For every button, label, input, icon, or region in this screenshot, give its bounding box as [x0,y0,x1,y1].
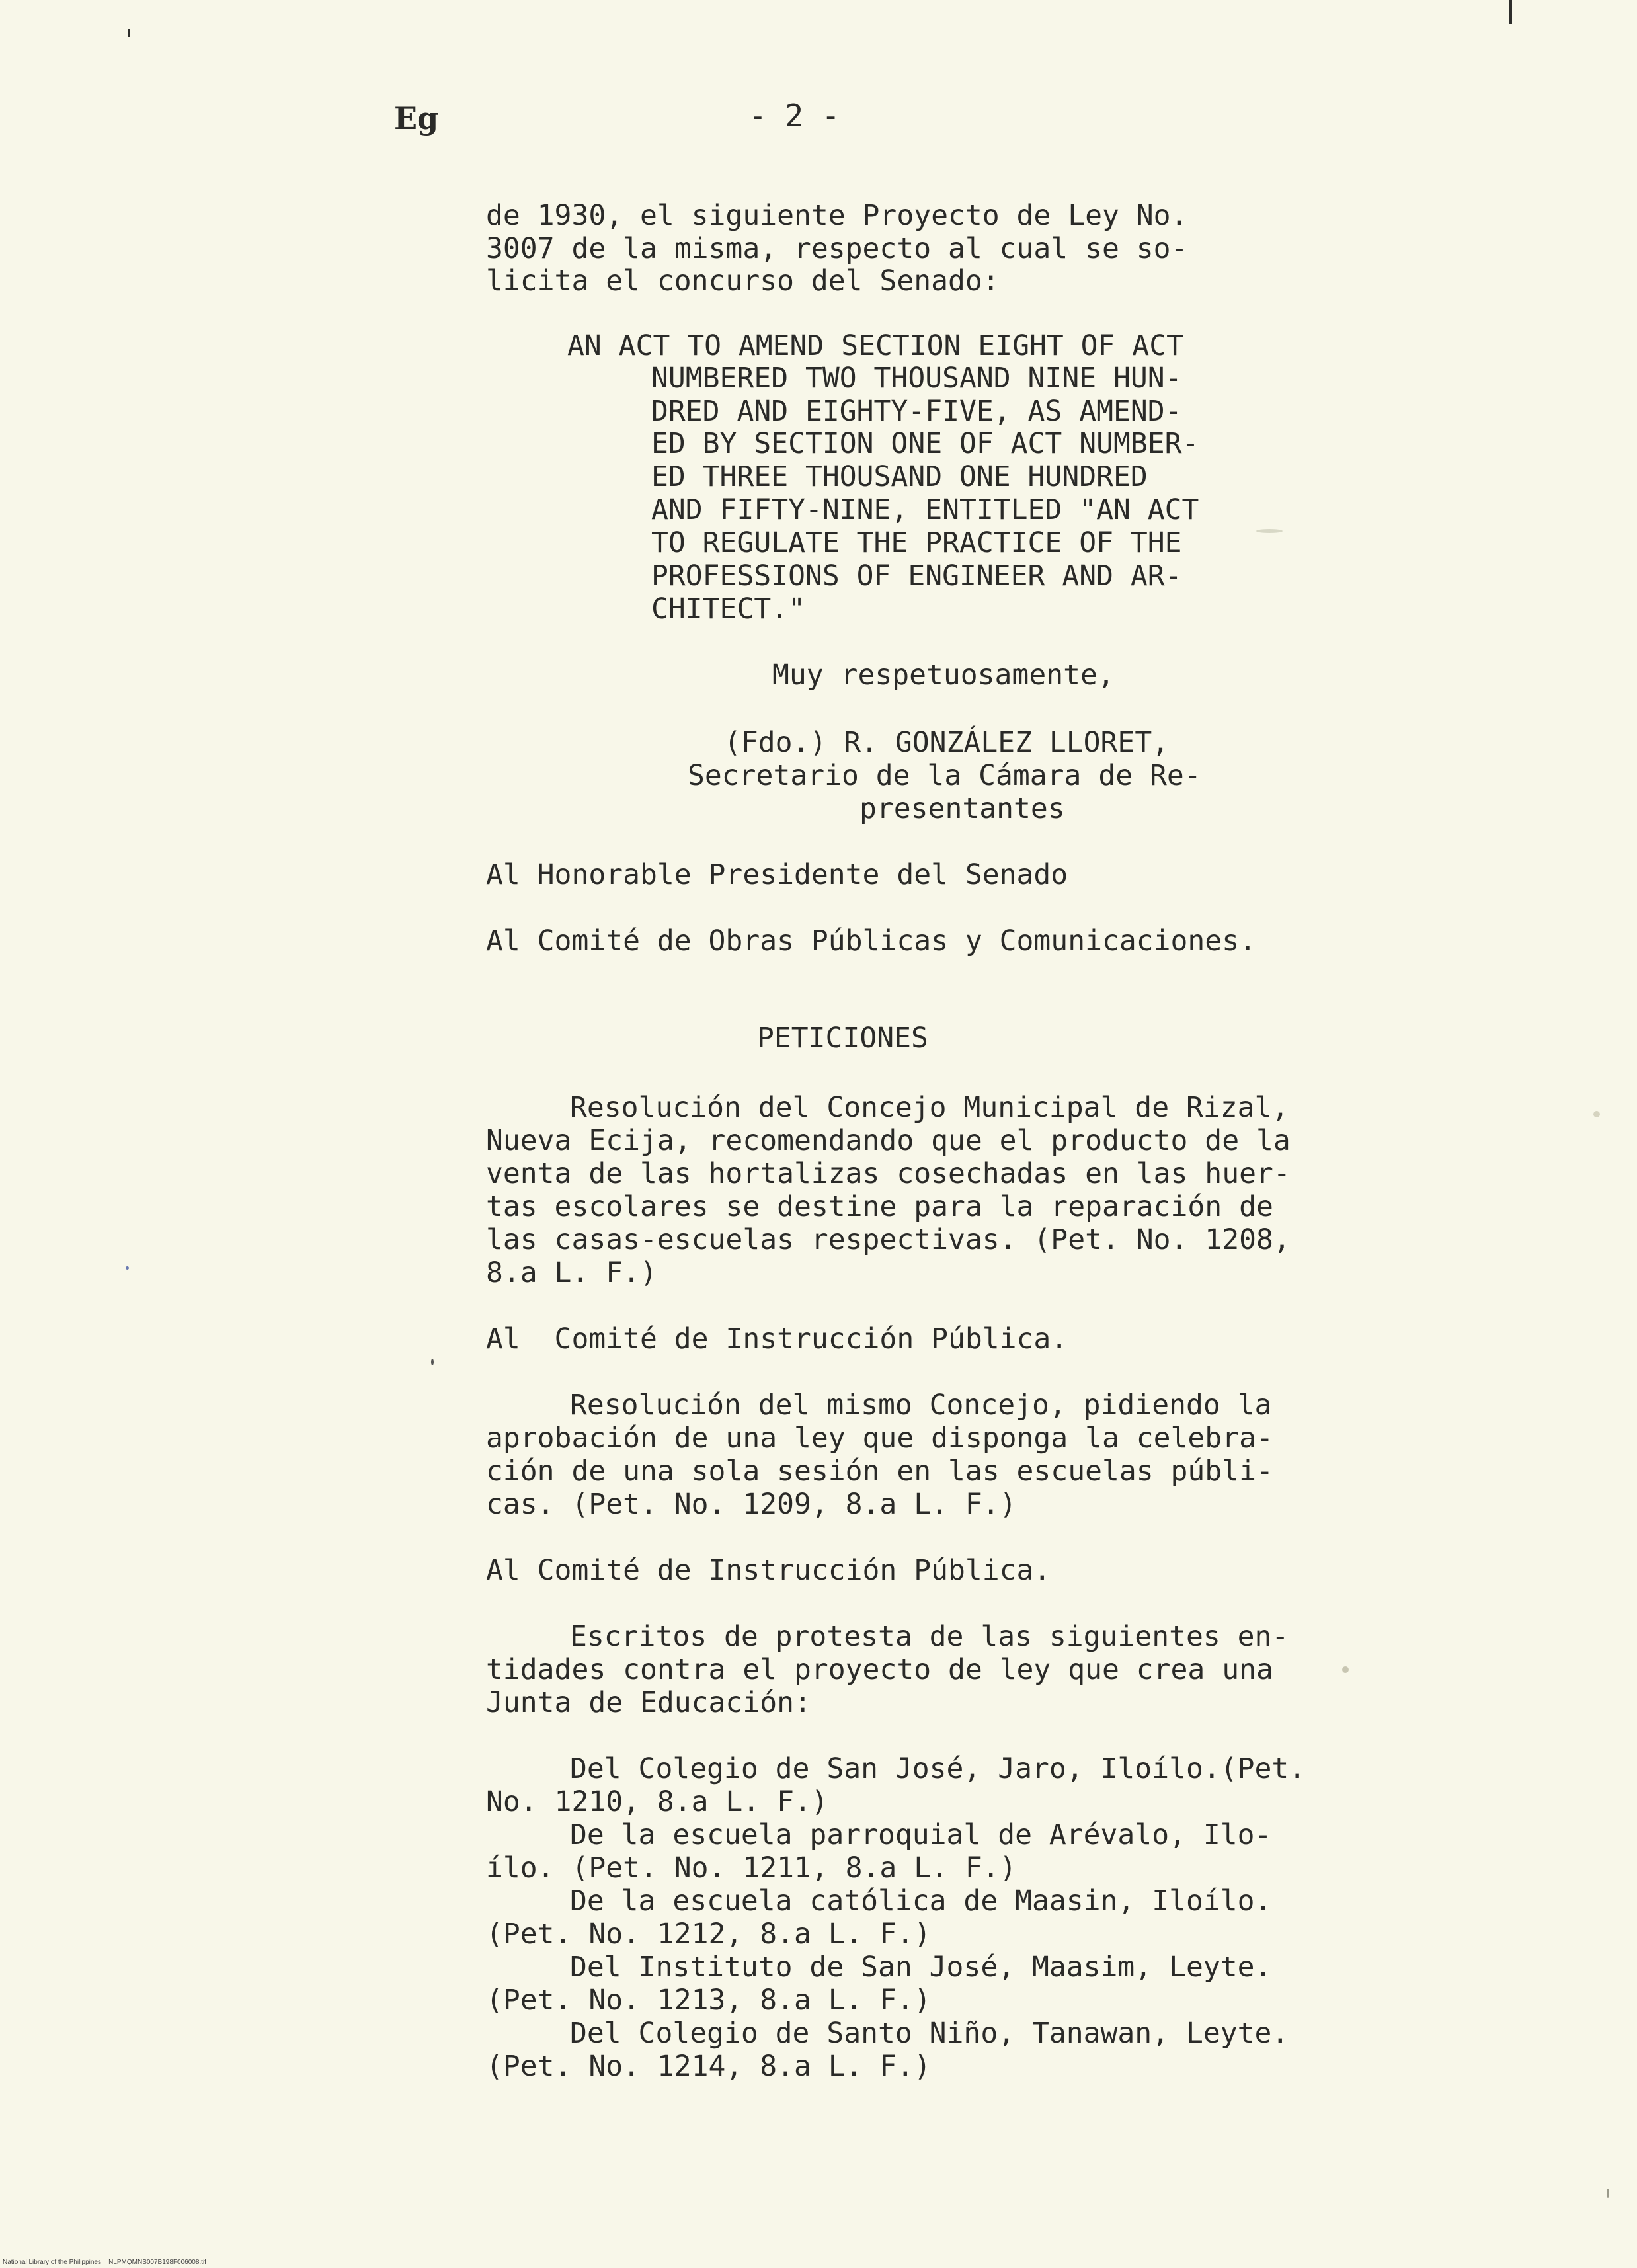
bill-title-line: NUMBERED TWO THOUSAND NINE HUN- [651,362,1182,395]
entity-line: De la escuela católica de Maasin, Iloílo. [570,1884,1272,1918]
scan-speck [1607,2189,1609,2198]
petition-line: Resolución del Concejo Municipal de Rizal, [570,1091,1289,1124]
scan-footer: National Library of the Philippines NLPMQMNS007B198F006008.tif [3,2259,206,2266]
entity-line: ílo. (Pet. No. 1211, 8.a L. F.) [486,1851,1017,1884]
opening-line: de 1930, el siguiente Proyecto de Ley No. [486,199,1188,232]
entity-line: (Pet. No. 1212, 8.a L. F.) [486,1918,932,1951]
opening-line: licita el concurso del Senado: [486,264,1000,298]
section-title: PETICIONES [757,1022,928,1055]
committee-referral: Al Comité de Instrucción Pública. [486,1554,1051,1587]
opening-line: 3007 de la misma, respecto al cual se so- [486,232,1188,265]
scan-speck [1593,1111,1600,1117]
scan-speck [126,1266,129,1270]
bill-title-line: AN ACT TO AMEND SECTION EIGHT OF ACT [567,329,1183,362]
petition-line: tidades contra el proyecto de ley que crea una [486,1653,1273,1686]
bill-title-line: ED THREE THOUSAND ONE HUNDRED [651,460,1148,493]
committee-referral: Al Comité de Obras Públicas y Comunicaciones. [486,924,1256,957]
bill-title-line: AND FIFTY-NINE, ENTITLED "AN ACT [651,493,1199,526]
petition-line: Resolución del mismo Concejo, pidiendo la [570,1389,1272,1422]
entity-line: Del Colegio de Santo Niño, Tanawan, Leyte. [570,2017,1289,2050]
petition-line: Junta de Educación: [486,1686,811,1719]
scan-speck [1256,529,1283,533]
typist-initials: Eg [394,101,439,136]
petition-line: las casas-escuelas respectivas. (Pet. No. 1208, [486,1223,1291,1256]
bill-title-line: CHITECT." [651,592,805,626]
petition-line: 8.a L. F.) [486,1256,657,1289]
committee-referral: Al Comité de Instrucción Pública. [486,1322,1068,1356]
scan-speck [431,1359,434,1365]
entity-line: (Pet. No. 1213, 8.a L. F.) [486,1984,932,2017]
petition-line: tas escolares se destine para la reparación de [486,1190,1273,1223]
entity-line: De la escuela parroquial de Arévalo, Ilo- [570,1818,1272,1851]
closing-salutation: Muy respetuosamente, [772,659,1115,692]
bill-title-line: DRED AND EIGHTY-FIVE, AS AMEND- [651,395,1182,428]
petition-line: cas. (Pet. No. 1209, 8.a L. F.) [486,1488,1017,1521]
bill-title-line: PROFESSIONS OF ENGINEER AND AR- [651,559,1182,592]
signature-line: Secretario de la Cámara de Re- [688,759,1201,792]
petition-line: venta de las hortalizas cosechadas en las huer- [486,1157,1291,1190]
entity-line: No. 1210, 8.a L. F.) [486,1785,828,1818]
petition-line: Escritos de protesta de las siguientes en- [570,1620,1289,1653]
petition-line: ción de una sola sesión en las escuelas públi- [486,1455,1273,1488]
entity-line: Del Colegio de San José, Jaro, Iloílo.(Pet. [570,1752,1306,1785]
scan-edge-mark [1509,0,1512,24]
signature-line: (Fdo.) R. GONZÁLEZ LLORET, [724,726,1170,759]
petition-line: Nueva Ecija, recomendando que el producto de la [486,1124,1291,1157]
entity-line: (Pet. No. 1214, 8.a L. F.) [486,2050,932,2083]
petition-line: aprobación de una ley que disponga la celebra- [486,1422,1273,1455]
scan-edge-mark [128,29,130,37]
page-number: - 2 - [748,98,840,134]
signature-line: presentantes [859,792,1065,825]
bill-title-line: TO REGULATE THE PRACTICE OF THE [651,526,1182,559]
bill-title-line: ED BY SECTION ONE OF ACT NUMBER- [651,427,1199,460]
scan-speck [1342,1666,1349,1673]
addressee: Al Honorable Presidente del Senado [486,858,1068,891]
entity-line: Del Instituto de San José, Maasim, Leyte. [570,1951,1272,1984]
